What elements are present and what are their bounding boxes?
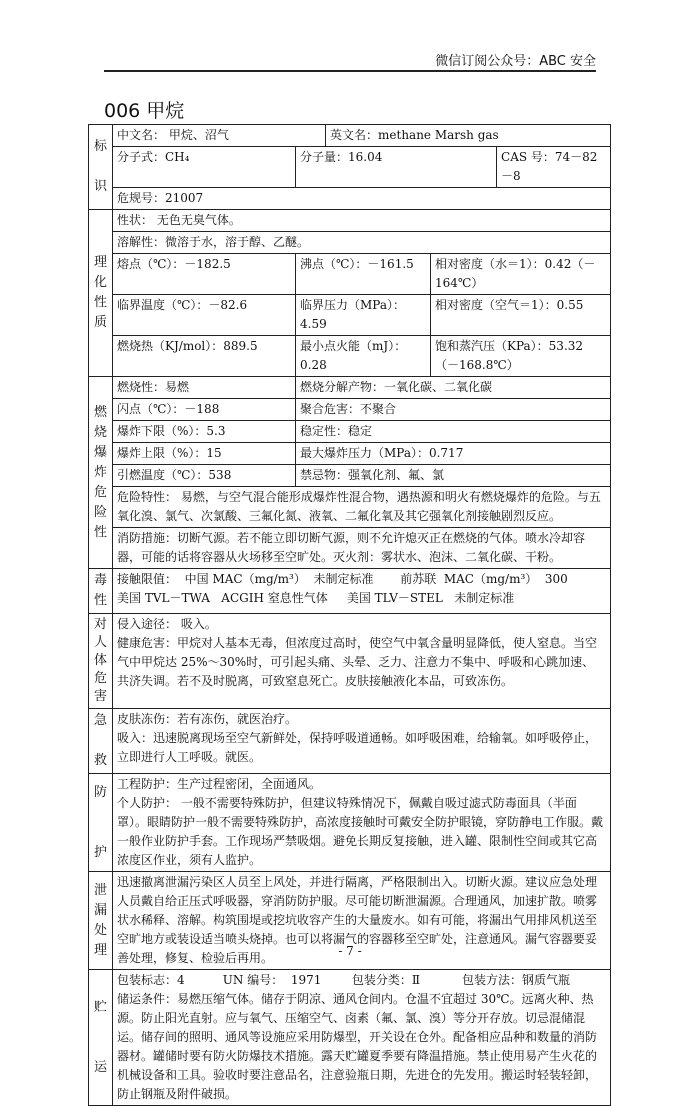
section-label-physical: 理 化 性 质 xyxy=(89,210,113,377)
engineering-controls: 工程防护：生产过程密闭，全面通风。 xyxy=(117,777,322,791)
melting-point: 熔点（℃）：－182.5 xyxy=(113,254,296,295)
relative-density-water: 相对密度（水＝1）：0.42（－164℃） xyxy=(431,254,611,295)
protection xyxy=(113,774,611,872)
molecular-formula: 分子式：CH₄ xyxy=(113,147,296,188)
ignition-temperature: 引燃温度（℃）：538 xyxy=(113,465,296,487)
flash-point: 闪点（℃）：－188 xyxy=(113,399,296,421)
appearance: 性状： 无色无臭气体。 xyxy=(113,210,611,232)
health-hazards xyxy=(113,614,611,709)
doc-title: 006 甲烷 xyxy=(104,100,185,122)
leak-handling: 迅速撤离泄漏污染区人员至上风处，并进行隔离，严格限制出入。切断火源。建议应急处理人员戴自给正压式呼吸器，穿消防防护服。尽可能切断泄漏源。合理通风，加速扩散。喷雾状水稀释、溶解。构筑围堤或挖坑收容产生的大量废水。如有可能，将漏出气用排风机送至空旷地方或装设适当喷头烧掉。也可以将漏气的容器移至空旷处，注意通风。漏气容器要妥善处理，修复、检验后再用。 xyxy=(113,872,611,970)
packaging-info: 包装标志：4 UN 编号： 1971 包装分类：Ⅱ 包装方法：钢质气瓶 xyxy=(117,973,571,987)
storage-conditions: 储运条件：易燃压缩气体。储存于阴凉、通风仓间内。仓温不宜超过 30℃。远离火种、热源。防止阳光直射。应与氧气、压缩空气、卤素（氟、氯、溴）等分开存放。切忌混储混运。储存间的照明、通风等设施应采用防爆型，开关设在仓外。配备相应品种和数量的消防器材。罐储时要有防火防爆技术措施。露天贮罐夏季要有降温措施。禁止使用易产生火花的机械设备和工具。验收时要注意品名，注意验瓶日期，先进仓的先发用。搬运时轻装轻卸，防止钢瓶及附件破损。 xyxy=(117,992,598,1101)
molecular-weight: 分子量：16.04 xyxy=(296,147,497,188)
section-label-identification: 标 识 xyxy=(89,125,113,210)
heat-of-combustion: 燃烧热（KJ/mol）：889.5 xyxy=(113,336,296,377)
section-label-storage: 贮 运 xyxy=(89,970,113,1106)
section-label-fire: 燃 烧 爆 炸 危 险 性 xyxy=(89,377,113,569)
chinese-name: 中文名： 甲烷、沼气 xyxy=(113,125,326,147)
health-effects: 健康危害：甲烷对人基本无毒，但浓度过高时，使空气中氧含量明显降低，使人窒息。当空气中甲烷达 25%～30%时，可引起头痛、头晕、乏力、注意力不集中、呼吸和心跳加速、共济失调。若不及时脱离，可致窒息死亡。皮肤接触液化本品，可致冻伤。 xyxy=(117,636,598,688)
header-text: 微信订阅公众号：ABC 安全 xyxy=(435,54,596,69)
personal-protection: 个人防护： 一般不需要特殊防护，但建议特殊情况下，佩戴自吸过滤式防毒面具（半面罩）。眼睛防护一般不需要特殊防护，高浓度接触时可戴安全防护眼镜，穿防静电工作服。戴一般作业防护手套。工作现场严禁吸烟。避免长期反复接触，进入罐、限制性空间或其它高浓度区作业，须有人监护。 xyxy=(117,796,604,867)
min-ignition-energy: 最小点火能（mJ）：0.28 xyxy=(296,336,431,377)
firefighting-measures: 消防措施：切断气源。若不能立即切断气源，则不允许熄灭正在燃烧的气体。喷水冷却容器，可能的话将容器从火场移至空旷处。灭火剂：雾状水、泡沫、二氧化碳、干粉。 xyxy=(113,528,611,569)
hazard-number: 危规号：21007 xyxy=(113,188,611,210)
msds-table xyxy=(88,124,611,1106)
section-label-leak: 泄 漏 处 理 xyxy=(89,872,113,970)
polymerization-hazard: 聚合危害：不聚合 xyxy=(296,399,611,421)
critical-pressure: 临界压力（MPa）：4.59 xyxy=(296,295,431,336)
route-of-entry: 侵入途径： 吸入。 xyxy=(117,617,217,631)
stability: 稳定性：稳定 xyxy=(296,421,611,443)
english-name: 英文名：methane Marsh gas xyxy=(326,125,611,147)
section-label-health: 对 人 体 危 害 xyxy=(89,614,113,709)
lower-explosive-limit: 爆炸下限（%）：5.3 xyxy=(113,421,296,443)
flammability: 燃烧性：易燃 xyxy=(113,377,296,399)
critical-temperature: 临界温度（℃）：－82.6 xyxy=(113,295,296,336)
max-explosion-pressure: 最大爆炸压力（MPa）：0.717 xyxy=(296,443,611,465)
vapor-pressure: 饱和蒸汽压（KPa）：53.32（－168.8℃） xyxy=(431,336,611,377)
combustion-products: 燃烧分解产物：一氧化碳、二氧化碳 xyxy=(296,377,611,399)
section-label-protection: 防 护 xyxy=(89,774,113,872)
page-number: - 7 - xyxy=(338,944,362,958)
exposure-limits-line-2: 美国 TVL－TWA ACGIH 窒息性气体 美国 TLV－STEL 未制定标准 xyxy=(117,591,515,605)
upper-explosive-limit: 爆炸上限（%）：15 xyxy=(113,443,296,465)
inhalation: 吸入：迅速脱离现场至空气新鲜处，保持呼吸道通畅。如呼吸困难，给输氧。如呼吸停止，立即进行人工呼吸。就医。 xyxy=(117,731,598,764)
section-label-first-aid: 急 救 xyxy=(89,709,113,774)
first-aid xyxy=(113,709,611,774)
solubility: 溶解性：微溶于水，溶于醇、乙醚。 xyxy=(113,232,611,254)
incompatible-materials: 禁忌物：强氧化剂、氟、氯 xyxy=(296,465,611,487)
boiling-point: 沸点（℃）：－161.5 xyxy=(296,254,431,295)
section-label-toxicity: 毒 性 xyxy=(89,569,113,614)
relative-density-air: 相对密度（空气＝1）：0.55 xyxy=(431,295,611,336)
skin-frostbite: 皮肤冻伤：若有冻伤，就医治疗。 xyxy=(117,712,298,726)
cas-number: CAS 号：74－82－8 xyxy=(497,147,611,188)
hazard-characteristics: 危险特性： 易燃，与空气混合能形成爆炸性混合物，遇热源和明火有燃烧爆炸的危险。与五氧化溴、氯气、次氯酸、三氟化氮、液氧、二氟化氧及其它强氧化剂接触剧烈反应。 xyxy=(113,487,611,528)
exposure-limits xyxy=(113,569,611,614)
header-rule xyxy=(104,70,596,72)
exposure-limits-line-1: 接触限值： 中国 MAC（mg/m³） 未制定标准 前苏联 MAC（mg/m³） 300 xyxy=(117,572,568,586)
